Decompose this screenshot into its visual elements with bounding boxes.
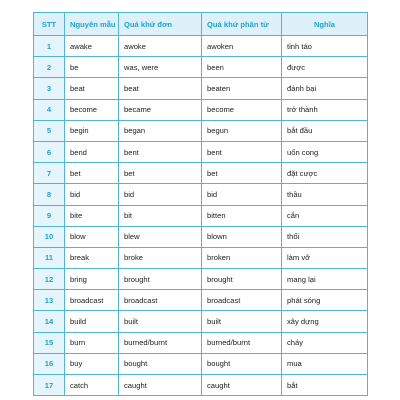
- cell-meaning: làm vỡ: [282, 247, 368, 268]
- cell-past-participle: blown: [202, 226, 282, 247]
- header-row: [34, 13, 368, 36]
- cell-past: bought: [119, 353, 202, 374]
- cell-past: blew: [119, 226, 202, 247]
- table-row: [34, 78, 368, 99]
- cell-past-participle: become: [202, 99, 282, 120]
- cell-meaning: đánh bại: [282, 78, 368, 99]
- cell-base: bet: [65, 163, 119, 184]
- header-past-participle: Quá khứ phân từ: [202, 13, 282, 36]
- table-row: [34, 163, 368, 184]
- table-row: [34, 184, 368, 205]
- cell-meaning: trở thành: [282, 99, 368, 120]
- cell-past: became: [119, 99, 202, 120]
- cell-stt: 17: [34, 375, 65, 396]
- header-meaning: Nghĩa: [282, 13, 368, 36]
- table-body: [34, 36, 368, 396]
- table-row: [34, 269, 368, 290]
- cell-past-participle: awoken: [202, 36, 282, 57]
- cell-stt: 6: [34, 141, 65, 162]
- cell-past-participle: bought: [202, 353, 282, 374]
- cell-base: become: [65, 99, 119, 120]
- cell-past: beat: [119, 78, 202, 99]
- cell-past-participle: bitten: [202, 205, 282, 226]
- header-stt: STT: [34, 13, 65, 36]
- cell-past: bit: [119, 205, 202, 226]
- cell-base: blow: [65, 226, 119, 247]
- cell-meaning: xây dựng: [282, 311, 368, 332]
- cell-past-participle: broken: [202, 247, 282, 268]
- cell-meaning: uốn cong: [282, 141, 368, 162]
- header-base: Nguyên mẫu: [65, 13, 119, 36]
- irregular-verbs-table: [33, 12, 368, 396]
- cell-past: bet: [119, 163, 202, 184]
- cell-past: broadcast: [119, 290, 202, 311]
- cell-meaning: mang lại: [282, 269, 368, 290]
- cell-past: burned/burnt: [119, 332, 202, 353]
- cell-stt: 14: [34, 311, 65, 332]
- cell-stt: 1: [34, 36, 65, 57]
- table-row: [34, 205, 368, 226]
- cell-meaning: bắt: [282, 375, 368, 396]
- cell-past: bid: [119, 184, 202, 205]
- cell-stt: 16: [34, 353, 65, 374]
- cell-past: brought: [119, 269, 202, 290]
- cell-base: bid: [65, 184, 119, 205]
- cell-past-participle: been: [202, 57, 282, 78]
- cell-past-participle: bet: [202, 163, 282, 184]
- cell-base: catch: [65, 375, 119, 396]
- cell-past-participle: begun: [202, 120, 282, 141]
- cell-base: buy: [65, 353, 119, 374]
- table-row: [34, 311, 368, 332]
- table-row: [34, 332, 368, 353]
- cell-past: built: [119, 311, 202, 332]
- table-row: [34, 99, 368, 120]
- cell-stt: 2: [34, 57, 65, 78]
- cell-meaning: mua: [282, 353, 368, 374]
- cell-meaning: thổi: [282, 226, 368, 247]
- cell-stt: 10: [34, 226, 65, 247]
- table-row: [34, 120, 368, 141]
- cell-stt: 11: [34, 247, 65, 268]
- cell-past: broke: [119, 247, 202, 268]
- cell-stt: 12: [34, 269, 65, 290]
- cell-meaning: tỉnh táo: [282, 36, 368, 57]
- cell-meaning: thầu: [282, 184, 368, 205]
- cell-stt: 13: [34, 290, 65, 311]
- table-row: [34, 57, 368, 78]
- cell-past-participle: bent: [202, 141, 282, 162]
- table-row: [34, 290, 368, 311]
- cell-meaning: đặt cược: [282, 163, 368, 184]
- cell-past: awoke: [119, 36, 202, 57]
- table-row: [34, 353, 368, 374]
- cell-past-participle: built: [202, 311, 282, 332]
- table-header: [34, 13, 368, 36]
- cell-base: break: [65, 247, 119, 268]
- cell-past-participle: bid: [202, 184, 282, 205]
- cell-base: beat: [65, 78, 119, 99]
- cell-meaning: được: [282, 57, 368, 78]
- cell-meaning: cắn: [282, 205, 368, 226]
- table-row: [34, 141, 368, 162]
- cell-past-participle: beaten: [202, 78, 282, 99]
- header-past: Quá khứ đơn: [119, 13, 202, 36]
- cell-base: awake: [65, 36, 119, 57]
- cell-past: began: [119, 120, 202, 141]
- cell-base: be: [65, 57, 119, 78]
- cell-stt: 5: [34, 120, 65, 141]
- cell-base: bite: [65, 205, 119, 226]
- cell-meaning: bắt đầu: [282, 120, 368, 141]
- cell-stt: 7: [34, 163, 65, 184]
- cell-stt: 15: [34, 332, 65, 353]
- cell-base: burn: [65, 332, 119, 353]
- cell-past-participle: caught: [202, 375, 282, 396]
- cell-base: bring: [65, 269, 119, 290]
- cell-base: begin: [65, 120, 119, 141]
- cell-past-participle: burned/burnt: [202, 332, 282, 353]
- cell-past-participle: broadcast: [202, 290, 282, 311]
- cell-past: bent: [119, 141, 202, 162]
- cell-base: build: [65, 311, 119, 332]
- cell-meaning: phát sóng: [282, 290, 368, 311]
- table-row: [34, 226, 368, 247]
- cell-stt: 8: [34, 184, 65, 205]
- table-row: [34, 247, 368, 268]
- table-row: [34, 375, 368, 396]
- cell-past: was, were: [119, 57, 202, 78]
- cell-past: caught: [119, 375, 202, 396]
- cell-past-participle: brought: [202, 269, 282, 290]
- cell-stt: 3: [34, 78, 65, 99]
- cell-meaning: cháy: [282, 332, 368, 353]
- cell-stt: 9: [34, 205, 65, 226]
- cell-base: broadcast: [65, 290, 119, 311]
- table-row: [34, 36, 368, 57]
- cell-base: bend: [65, 141, 119, 162]
- cell-stt: 4: [34, 99, 65, 120]
